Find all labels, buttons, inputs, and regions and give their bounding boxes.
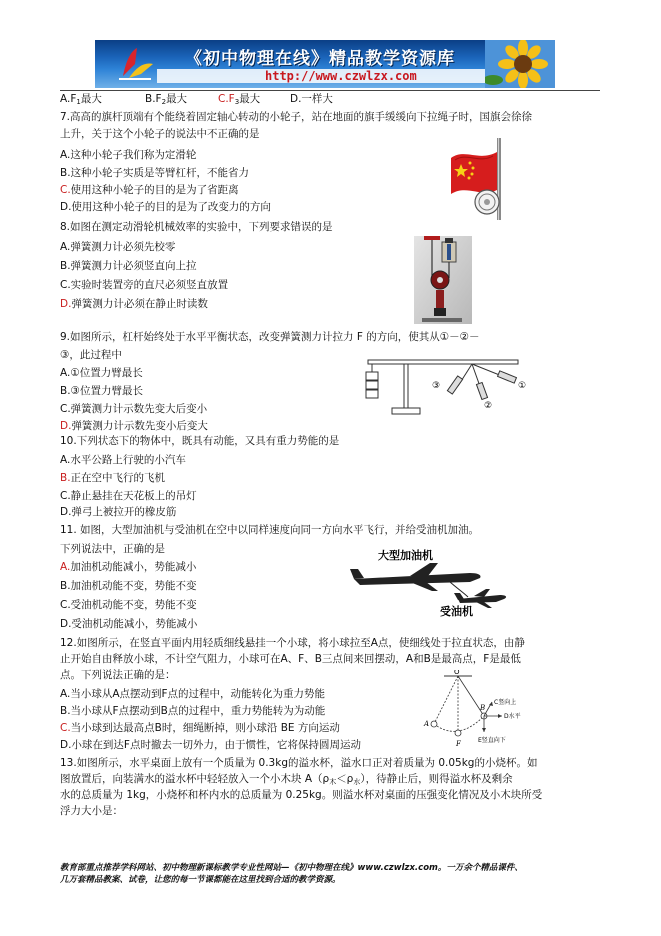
- receiver-label: 受油机: [440, 605, 473, 617]
- q7-option-a: A.这种小轮子我们称为定滑轮: [60, 149, 197, 161]
- q12-stem-line1: 12.如图所示，在竖直平面内用轻质细线悬挂一个小球，将小球拉至A点，使细线处于拉直状态，由静: [60, 637, 525, 649]
- pendulum-label-e: E竖直向下: [478, 737, 506, 744]
- q11-option-c: C.受油机动能不变，势能不变: [60, 599, 197, 611]
- header-banner: [95, 40, 555, 88]
- q7-stem-line1: 7.高高的旗杆顶端有个能绕着固定轴心转动的小轮子，站在地面的旗手缓缓向下拉绳子时，国旗会徐徐: [60, 111, 533, 123]
- q13-line3: 水的总质量为 1kg，小烧杯和杯内水的总质量为 0.25kg。则溢水杯对桌面的压强变化情况及小木块所受: [60, 789, 543, 801]
- pendulum-figure: [418, 670, 536, 754]
- q12-option-d: D.小球在到达F点时撤去一切外力，由于惯性，它将保持圆周运动: [60, 739, 361, 751]
- q11-stem: 11. 如图，大型加油机与受油机在空中以同样速度向同一方向水平飞行，并给受油机加油。: [60, 524, 480, 536]
- q9-option-a: A.①位置力臂最长: [60, 367, 143, 379]
- q13-line2: 图放置后，向装满水的溢水杯中轻轻放入一个小木块 $A(\rho_木<\rho_水)$，待静止后，则得溢水杯及剩余: [60, 773, 513, 786]
- q10-option-a: A.水平公路上行驶的小汽车: [60, 454, 186, 466]
- q11-option-a: A.加油机动能减小，势能减小: [60, 561, 197, 573]
- q8-option-b: B.弹簧测力计必须竖直向上拉: [60, 260, 197, 272]
- q6-option-c: $C.F_3$最大: [218, 93, 261, 106]
- pulley-experiment-photo: [414, 236, 472, 324]
- pendulum-label-d: D水平: [504, 713, 521, 720]
- sunflower-icon: [485, 40, 555, 88]
- q9-option-c: C.弹簧测力计示数先变大后变小: [60, 403, 208, 415]
- q12-stem-line2: 止开始自由释放小球，不计空气阻力，小球可在A、F、B三点间来回摆动，A和B是最高点，F是最低: [60, 653, 521, 665]
- footer: [60, 862, 605, 886]
- pendulum-label-f: F: [456, 740, 461, 748]
- lever-label-1: ①: [518, 381, 527, 391]
- q10-stem: 10.下列状态下的物体中，既具有动能，又具有重力势能的是: [60, 435, 340, 447]
- q8-option-d: D.弹簧测力计必须在静止时读数: [60, 298, 208, 310]
- q6-option-b: $B.F_2$最大: [145, 93, 188, 106]
- q10-option-d: D.弹弓上被拉开的橡皮筋: [60, 506, 177, 518]
- banner-title: 《初中物理在线》精品教学资源库: [185, 49, 455, 69]
- lever-label-2: ②: [484, 401, 493, 411]
- q11-option-b: B.加油机动能不变，势能不变: [60, 580, 197, 592]
- q9-stem-line2: ③，此过程中: [60, 349, 122, 361]
- q12-option-b: B.当小球从F点摆动到B点的过程中，重力势能转为为动能: [60, 705, 326, 717]
- pendulum-label-b: B: [480, 704, 486, 712]
- q7-stem-line2: 上升，关于这个小轮子的说法中不正确的是: [60, 128, 260, 140]
- lever-label-3: ③: [432, 381, 441, 391]
- pendulum-label-c: C竖向上: [494, 699, 517, 706]
- q13-line1: 13.如图所示，水平桌面上放有一个质量为 0.3kg的溢水杯，溢水口正对着质量为 0.05kg的小烧杯。如: [60, 757, 538, 769]
- footer-line1: 教育部重点推荐学科网站、初中物理新课标教学专业性网站—《初中物理在线》www.czwlzx.com。一万余个精品课件、: [60, 863, 523, 873]
- q7-option-b: B.这种小轮子实质是等臂杠杆，不能省力: [60, 167, 250, 179]
- site-logo-icon: [115, 46, 155, 82]
- header-rule: [60, 90, 600, 91]
- footer-line2: 几万套精品教案、试卷，让您的每一节课都能在这里找到合适的教学资源。: [60, 875, 341, 885]
- q10-option-b: B.正在空中飞行的飞机: [60, 472, 166, 484]
- q13-line4: 浮力大小是：: [60, 805, 123, 817]
- q7-option-c: C.使用这种小轮子的目的是为了省距离: [60, 184, 239, 196]
- q6-option-d: D.一样大: [290, 93, 333, 105]
- q9-stem-line1: 9.如图所示，杠杆始终处于水平平衡状态，改变弹簧测力计拉力 F 的方向，使其从①－②－: [60, 331, 480, 343]
- q7-option-d: D.使用这种小轮子的目的是为了改变力的方向: [60, 201, 271, 213]
- q8-stem: 8.如图在测定动滑轮机械效率的实验中，下列要求错误的是: [60, 221, 333, 233]
- q11-option-d: D.受油机动能减小，势能减小: [60, 618, 198, 630]
- q9-option-d: D.弹簧测力计示数先变小后变大: [60, 420, 208, 432]
- q12-option-c: C.当小球到达最高点B时，细绳断掉，则小球沿 BE 方向运动: [60, 722, 340, 734]
- pendulum-label-o: O: [454, 670, 460, 676]
- q12-stem-line3: 点。下列说法正确的是：: [60, 669, 176, 681]
- q9-option-b: B.③位置力臂最长: [60, 385, 143, 397]
- lever-figure: [362, 358, 530, 418]
- flag-pulley-figure: [445, 138, 525, 220]
- q8-option-c: C.实验时装置旁的直尺必须竖直放置: [60, 279, 229, 291]
- q11-sub-stem: 下列说法中，正确的是: [60, 543, 165, 555]
- q10-option-c: C.静止悬挂在天花板上的吊灯: [60, 490, 197, 502]
- tanker-label: 大型加油机: [378, 549, 433, 562]
- q6-option-a: $A.F_1$最大: [60, 93, 102, 106]
- q12-option-a: A.当小球从A点摆动到F点的过程中，动能转化为重力势能: [60, 688, 326, 700]
- refueling-aircraft-figure: [350, 545, 510, 617]
- banner-url[interactable]: http://www.czwlzx.com: [265, 69, 417, 83]
- q8-option-a: A.弹簧测力计必须先校零: [60, 241, 176, 253]
- pendulum-label-a: A: [424, 720, 430, 728]
